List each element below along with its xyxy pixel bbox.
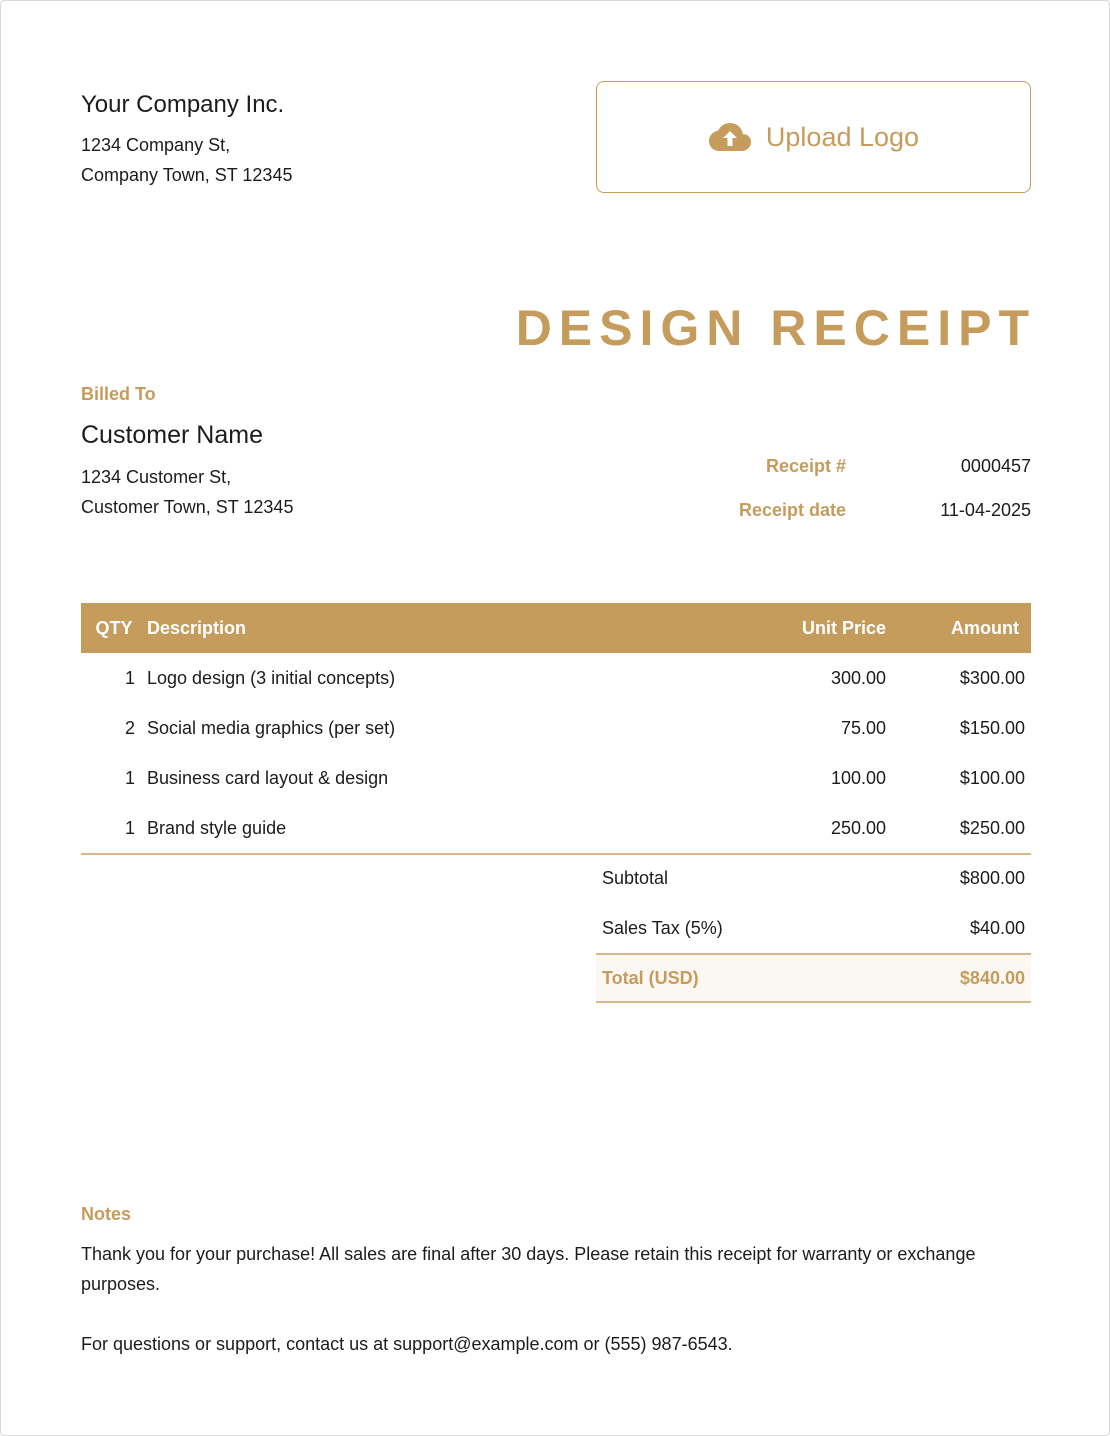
table-row [81, 653, 1031, 703]
upload-logo-button[interactable] [596, 81, 1031, 193]
table-body [81, 653, 1031, 855]
upload-logo-label: Upload Logo [765, 121, 920, 152]
subtotal-label: Subtotal [602, 867, 669, 888]
row-unit-price: 250.00 [830, 817, 886, 838]
row-description: Business card layout & design [147, 767, 389, 788]
row-unit-price: 100.00 [830, 767, 886, 788]
row-amount: $100.00 [959, 767, 1025, 788]
receipt-date-value: 11-04-2025 [940, 500, 1031, 520]
row-qty: 2 [124, 717, 135, 738]
tax-row [596, 903, 1031, 953]
totals-section [596, 853, 1031, 1003]
customer-address-line1: 1234 Customer St, [81, 467, 232, 487]
total-value: $840.00 [959, 967, 1025, 988]
support-text: For questions or support, contact us at support@example.com or (555) 987-6543. [81, 1334, 733, 1354]
receipt-number-label: Receipt # [765, 456, 846, 476]
row-unit-price: 300.00 [830, 667, 886, 688]
header-qty: QTY [95, 617, 133, 638]
cloud-upload-icon [708, 120, 752, 154]
document-title: DESIGN RECEIPT [515, 300, 1036, 356]
table-row [81, 803, 1031, 853]
row-description: Brand style guide [147, 817, 287, 838]
tax-value: $40.00 [969, 917, 1025, 938]
tax-label: Sales Tax (5%) [602, 917, 723, 938]
table-row [81, 703, 1031, 753]
header-description: Description [147, 617, 247, 638]
row-description: Social media graphics (per set) [147, 717, 396, 738]
row-unit-price: 75.00 [840, 717, 886, 738]
billed-to-label: Billed To [81, 384, 156, 404]
row-qty: 1 [124, 767, 135, 788]
header-amount: Amount [951, 617, 1019, 638]
company-name: Your Company Inc. [81, 91, 285, 118]
row-amount: $250.00 [959, 817, 1025, 838]
table-header [81, 603, 1031, 653]
row-amount: $300.00 [959, 667, 1025, 688]
total-label: Total (USD) [602, 967, 699, 988]
row-qty: 1 [124, 817, 135, 838]
subtotal-row [596, 853, 1031, 903]
customer-name: Customer Name [81, 421, 263, 449]
notes-label: Notes [81, 1204, 132, 1224]
row-description: Logo design (3 initial concepts) [147, 667, 396, 688]
row-qty: 1 [124, 667, 135, 688]
total-row [596, 953, 1031, 1003]
company-address-line1: 1234 Company St, [81, 135, 231, 155]
header-unit-price: Unit Price [801, 617, 886, 638]
customer-address-line2: Customer Town, ST 12345 [81, 497, 294, 517]
row-amount: $150.00 [959, 717, 1025, 738]
receipt-date-label: Receipt date [738, 500, 846, 520]
items-table [81, 603, 1031, 855]
table-row [81, 753, 1031, 803]
company-address-line2: Company Town, ST 12345 [81, 165, 293, 185]
subtotal-value: $800.00 [959, 867, 1025, 888]
notes-text: Thank you for your purchase! All sales are final after 30 days. Please retain this receipt for warranty or exchange purposes. [81, 1244, 976, 1294]
receipt-number-value: 0000457 [960, 456, 1031, 476]
